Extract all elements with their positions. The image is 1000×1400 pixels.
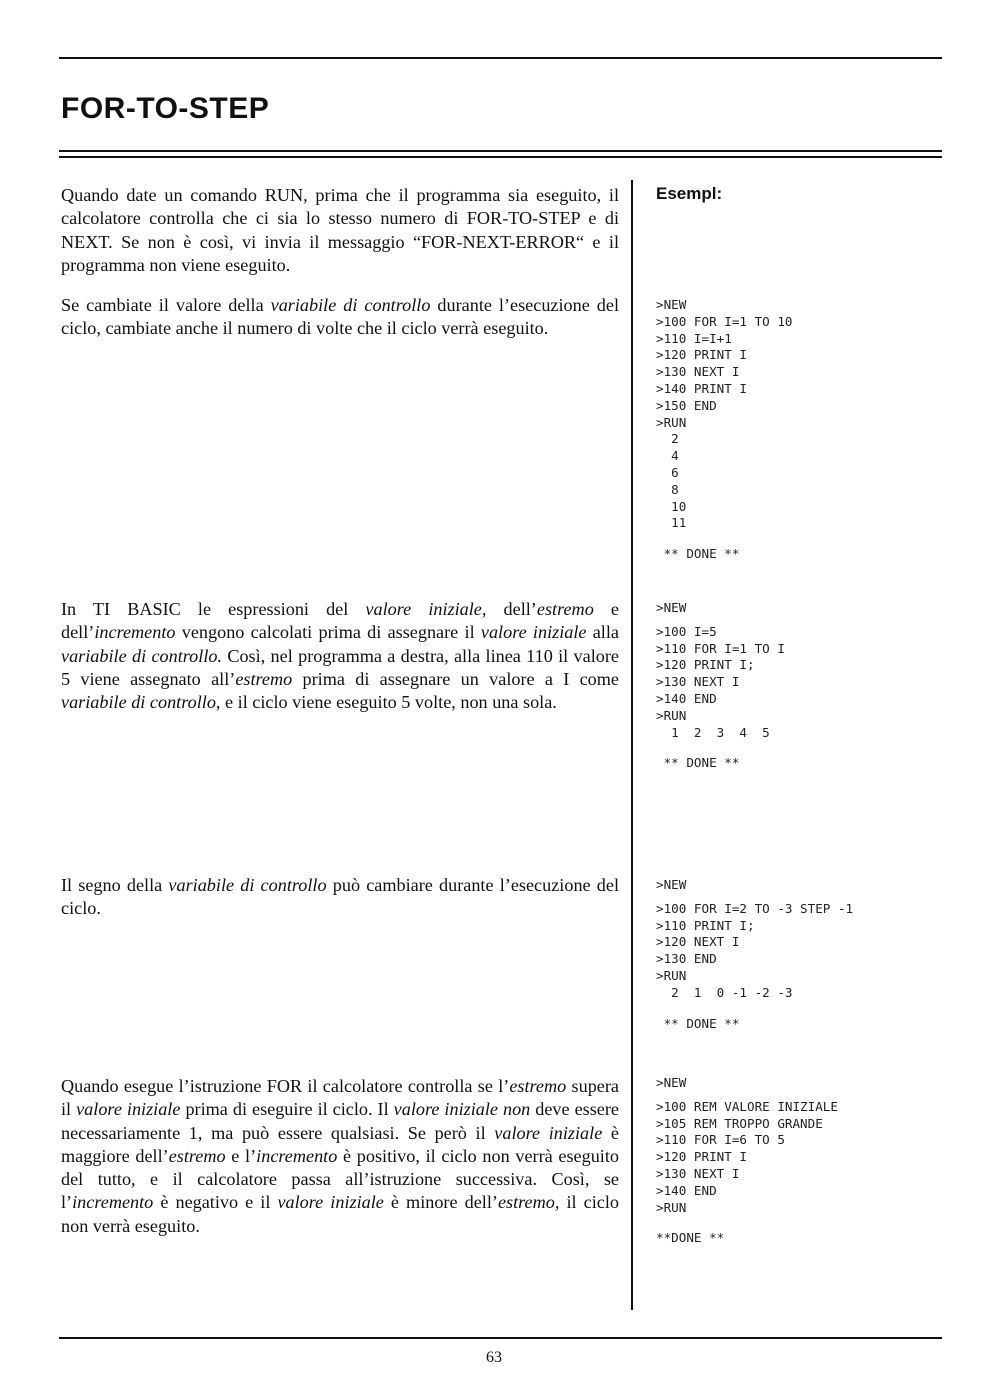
code-line: >110 PRINT I;	[656, 917, 755, 933]
code-line: >RUN	[656, 1199, 687, 1215]
code-line: 11	[656, 515, 687, 531]
code-line: >140 END	[656, 1182, 717, 1198]
text-run: Quando date un comando RUN, prima che il programma sia eseguito, il calcolatore controlla che ci sia lo stesso numero di FOR-TO-STEP e di NEXT. Se non è così, vi invia il messaggio “FOR-NEXT-ERROR“ e il programma non viene eseguito.	[61, 185, 619, 275]
code-line: >130 END	[656, 951, 717, 967]
text-run: , dell’	[481, 599, 537, 619]
code-line: >105 REM TROPPO GRANDE	[656, 1115, 823, 1131]
code-line: >RUN	[656, 414, 687, 430]
code-line: >120 PRINT I	[656, 347, 747, 363]
text-run: Così, nel programma a destra, alla linea 110 il valore 5 viene assegnato all’	[61, 645, 619, 689]
code-line: 10	[656, 498, 687, 514]
text-run: deve essere necessariamente 1, ma può essere qualsiasi. Se però il	[61, 1099, 620, 1143]
text-run: Quando esegue l’istruzione FOR il calcolatore controlla se l’	[61, 1076, 510, 1096]
text-run: In TI BASIC le espressioni del	[61, 599, 366, 619]
title-double-rule-lower	[59, 156, 942, 158]
text-run: prima di eseguire il ciclo. Il	[180, 1099, 394, 1120]
text-run: è negativo e il	[153, 1192, 278, 1213]
text-run: prima di assegnare un valore a I come	[292, 668, 619, 689]
code-gap	[656, 617, 785, 624]
code-example-2	[656, 600, 785, 772]
code-line: >110 FOR I=1 TO I	[656, 640, 785, 656]
code-line: >100 I=5	[656, 623, 717, 639]
text-run: può cambiare durante l’esecuzione del ciclo.	[61, 875, 619, 919]
text-run: è maggiore dell’	[61, 1122, 619, 1166]
examples-heading: Esempl:	[656, 184, 723, 203]
italic-term: incremento	[94, 622, 176, 643]
code-line: >130 NEXT I	[656, 364, 740, 380]
italic-term: incremento	[72, 1192, 154, 1213]
code-line: >NEW	[656, 1075, 687, 1090]
text-run: Se cambiate il valore della	[61, 295, 271, 315]
text-run: vengono calcolati prima di assegnare il	[175, 622, 481, 643]
column-divider	[631, 180, 633, 1310]
bottom-rule	[59, 1337, 942, 1339]
italic-term: estremo	[235, 668, 293, 689]
text-run: Il segno della	[61, 875, 169, 895]
code-line: >110 I=I+1	[656, 330, 732, 346]
code-done-line: ** DONE **	[656, 1015, 740, 1031]
code-line: >140 PRINT I	[656, 380, 747, 396]
code-line: >130 NEXT I	[656, 1165, 740, 1181]
code-line: >100 REM VALORE INIZIALE	[656, 1098, 838, 1114]
code-line: 1 2 3 4 5	[656, 724, 770, 740]
paragraph-for-next-check	[61, 184, 619, 277]
paragraph-ti-basic-evaluation	[61, 598, 619, 714]
code-line: >140 END	[656, 690, 717, 706]
code-line: >100 FOR I=1 TO 10	[656, 313, 793, 329]
italic-term: variabile di controllo	[168, 875, 327, 895]
code-line: >NEW	[656, 877, 687, 892]
code-line: 2	[656, 431, 679, 447]
paragraph-initial-value-check	[61, 1075, 619, 1238]
code-gap	[656, 894, 853, 901]
text-run: e l’	[225, 1145, 257, 1166]
italic-term: variabile di controllo.	[61, 645, 223, 666]
text-run: , e il ciclo viene eseguito 5 volte, non una sola.	[215, 692, 557, 713]
code-line: >NEW	[656, 297, 687, 312]
code-line: >100 FOR I=2 TO -3 STEP -1	[656, 900, 854, 916]
italic-term: estremo	[509, 1076, 567, 1096]
code-line: >120 PRINT I;	[656, 657, 755, 673]
italic-term: variabile di controllo	[61, 692, 216, 713]
italic-term: estremo	[536, 599, 594, 619]
code-line: 4	[656, 448, 679, 464]
code-line: 8	[656, 481, 679, 497]
top-rule	[59, 57, 942, 59]
italic-term: valore iniziale	[365, 599, 482, 619]
code-line: >150 END	[656, 397, 717, 413]
paragraph-sign-change	[61, 874, 619, 921]
italic-term: valore iniziale	[494, 1122, 603, 1143]
italic-term: incremento	[256, 1145, 338, 1166]
code-line: >RUN	[656, 967, 687, 983]
text-run: supera il	[61, 1076, 619, 1120]
text-run: è minore dell’	[383, 1192, 498, 1213]
paragraph-control-variable-change	[61, 294, 619, 341]
code-example-1	[656, 297, 792, 563]
italic-term: valore iniziale non	[393, 1099, 531, 1120]
text-run: è positivo, il ciclo non verrà eseguito del tutto, e il calcolatore passa all’istruzione successiva. Così, se l’	[61, 1145, 620, 1213]
italic-term: valore iniziale	[76, 1099, 181, 1120]
code-line: >NEW	[656, 600, 687, 615]
page-title: FOR-TO-STEP	[61, 92, 270, 125]
title-double-rule-upper	[59, 150, 942, 152]
code-line: >120 NEXT I	[656, 934, 740, 950]
code-line: 6	[656, 464, 679, 480]
italic-term: valore iniziale	[480, 622, 587, 643]
code-done-line: ** DONE **	[656, 755, 740, 771]
code-example-4	[656, 1075, 838, 1247]
code-done-line: ** DONE **	[656, 546, 740, 562]
italic-term: variabile di controllo	[270, 295, 431, 315]
code-line: >120 PRINT I	[656, 1149, 747, 1165]
code-line: 2 1 0 -1 -2 -3	[656, 984, 793, 1000]
italic-term: estremo,	[497, 1192, 560, 1213]
text-run: durante l’esecuzione del ciclo, cambiate anche il numero di volte che il ciclo verrà eseguito.	[61, 295, 620, 339]
code-line: >RUN	[656, 707, 687, 723]
italic-term: estremo	[168, 1145, 226, 1166]
text-run: e dell’	[61, 599, 619, 643]
code-line: >130 NEXT I	[656, 674, 740, 690]
page-number: 63	[486, 1349, 502, 1366]
code-line: >110 FOR I=6 TO 5	[656, 1132, 785, 1148]
code-done-line: **DONE **	[656, 1230, 725, 1246]
code-gap	[656, 1092, 838, 1099]
italic-term: valore iniziale	[277, 1192, 384, 1213]
code-example-3	[656, 877, 853, 1032]
text-run: alla	[586, 622, 619, 643]
text-run: il ciclo non verrà eseguito.	[61, 1192, 619, 1236]
